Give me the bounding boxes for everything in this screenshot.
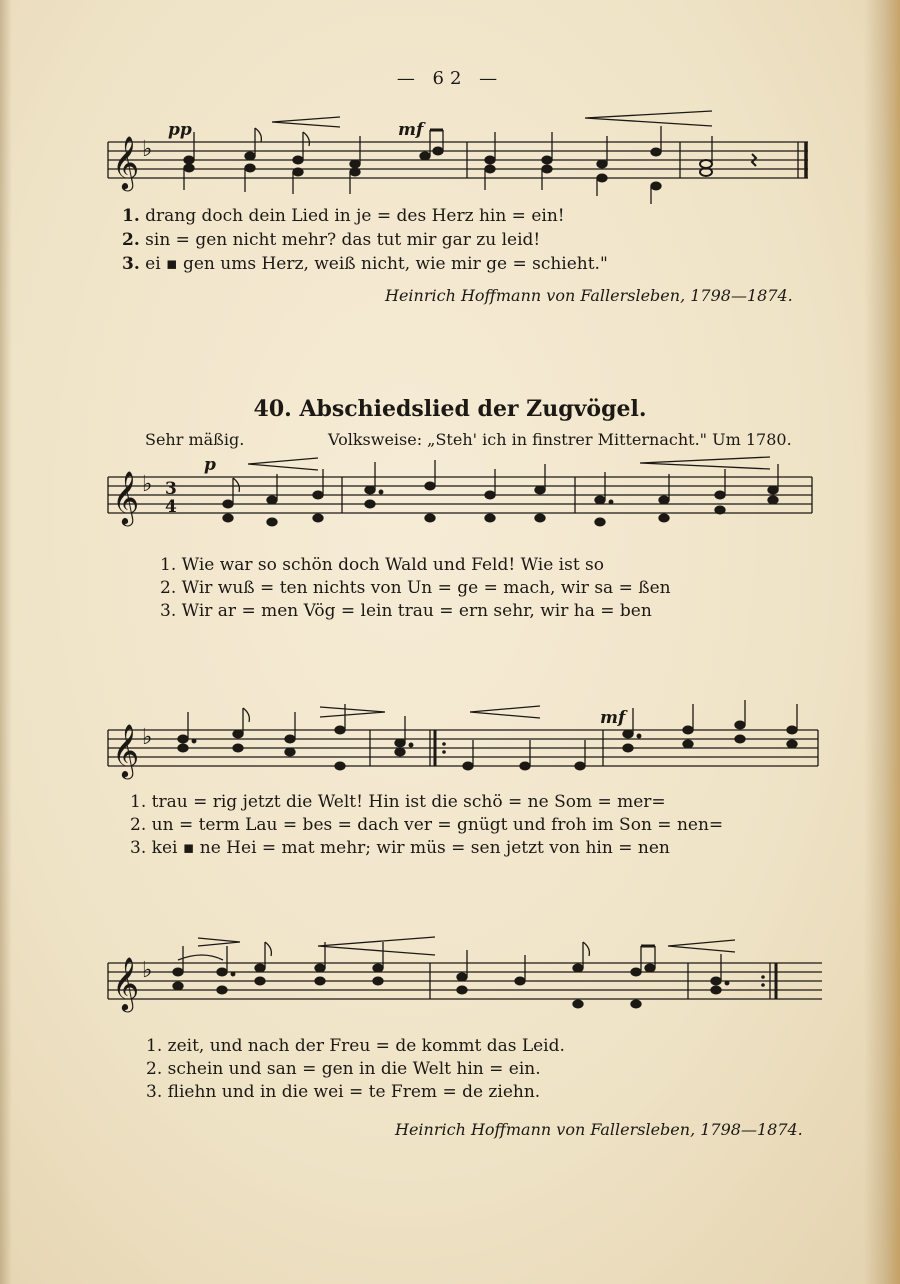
dynamic-p: p — [204, 455, 216, 475]
verse-text: Wir wuß = ten nichts von Un = ge = mach, wir sa = ßen — [181, 578, 671, 598]
treble-clef: 𝄞 — [112, 956, 140, 1010]
verse-text: sin = gen nicht mehr? das tut mir gar zu leid! — [145, 230, 541, 250]
flat-sign: ♭ — [142, 958, 153, 983]
verse-text: Wir ar = men Vög = lein trau = ern sehr, wir ha = ben — [181, 601, 652, 621]
dynamic-mf: mf — [398, 120, 424, 140]
lyric-line — [122, 206, 565, 226]
verse-number: 3. — [160, 601, 177, 621]
verse-text: ei ▪ gen ums Herz, weiß nicht, wie mir ge = schieht." — [145, 254, 608, 274]
verse-text: kei ▪ ne Hei = mat mehr; wir müs = sen jetzt von hin = nen — [151, 838, 670, 858]
verse-text: zeit, und nach der Freu = de kommt das Leid. — [167, 1036, 565, 1056]
lyric-line — [146, 1036, 565, 1056]
lyric-line — [160, 578, 671, 598]
verse-number: 3. — [146, 1082, 163, 1102]
staff-system-2 — [108, 706, 818, 766]
lyric-line — [160, 555, 604, 575]
time-sig-top: 3 — [165, 479, 177, 499]
dynamic-mf: mf — [600, 708, 626, 728]
time-sig-bottom: 4 — [165, 497, 177, 517]
verse-number: 1. — [146, 1036, 163, 1056]
verse-number: 3. — [130, 838, 147, 858]
verse-number: 2. — [160, 578, 177, 598]
lyric-line — [130, 815, 723, 835]
verse-text: un = term Lau = bes = dach ver = gnügt und froh im Son = nen= — [151, 815, 724, 835]
verse-number: 2. — [130, 815, 147, 835]
notes-system-1 — [223, 460, 778, 526]
flat-sign: ♭ — [142, 137, 153, 162]
verse-text: schein und san = gen in die Welt hin = ein. — [167, 1059, 541, 1079]
notes-top — [184, 126, 756, 204]
song-title: 40. Abschiedslied der Zugvögel. — [253, 396, 647, 422]
author-credit: Heinrich Hoffmann von Fallersleben, 1798—1874. — [385, 286, 793, 305]
verse-text: drang doch dein Lied in je = des Herz hin = ein! — [145, 206, 565, 226]
lyric-line — [122, 230, 540, 250]
verse-number: 3. — [122, 254, 140, 274]
verse-number: 1. — [130, 792, 147, 812]
flat-sign: ♭ — [142, 472, 153, 497]
lyric-line — [146, 1082, 540, 1102]
melody-source: Volksweise: „Steh' ich in finstrer Mitternacht." Um 1780. — [328, 430, 792, 449]
tempo-marking: Sehr mäßig. — [145, 430, 245, 449]
verse-text: fliehn und in die wei = te Frem = de ziehn. — [167, 1082, 541, 1102]
lyric-line — [130, 792, 666, 812]
flat-sign: ♭ — [142, 725, 153, 750]
verse-number: 1. — [160, 555, 177, 575]
verse-number: 2. — [146, 1059, 163, 1079]
page-number: — 62 — — [396, 68, 504, 89]
verse-text: Wie war so schön doch Wald und Feld! Wie ist so — [181, 555, 605, 575]
verse-text: trau = rig jetzt die Welt! Hin ist die schö = ne Som = mer= — [151, 792, 666, 812]
treble-clef: 𝄞 — [112, 470, 140, 524]
verse-number: 1. — [122, 206, 140, 226]
verse-number: 2. — [122, 230, 140, 250]
author-credit: Heinrich Hoffmann von Fallersleben, 1798—1874. — [395, 1120, 803, 1139]
lyric-line — [122, 254, 608, 274]
treble-clef: 𝄞 — [112, 723, 140, 777]
lyric-line — [146, 1059, 541, 1079]
dynamic-pp: pp — [168, 120, 192, 140]
lyric-line — [130, 838, 670, 858]
lyric-line — [160, 601, 652, 621]
treble-clef: 𝄞 — [112, 135, 140, 189]
notes-system-3 — [173, 942, 729, 1008]
